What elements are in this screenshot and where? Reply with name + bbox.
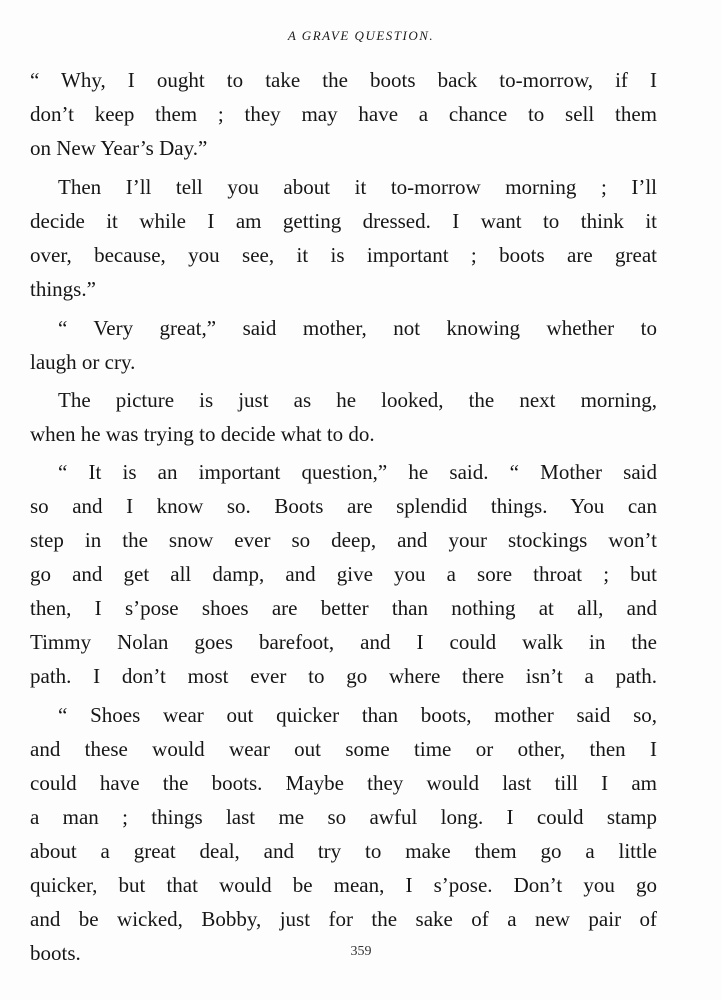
text-line: and be wicked, Bobby, just for the sake of a new pair of [30, 907, 657, 931]
running-head: A GRAVE QUESTION. [287, 28, 435, 43]
text-line: a man ; things last me so awful long. I could stamp [30, 805, 657, 829]
text-line: on New Year’s Day.” [30, 136, 208, 160]
text-line: could have the boots. Maybe they would last till I am [30, 771, 657, 795]
text-line: Then I’ll tell you about it to-morrow morning ; I’ll [58, 175, 657, 199]
text-line: about a great deal, and try to make them go a little [30, 839, 657, 863]
text-line: “ Very great,” said mother, not knowing whether to [58, 316, 657, 340]
text-line: step in the snow ever so deep, and your stockings won’t [30, 528, 657, 552]
text-line: things.” [30, 277, 96, 301]
text-line: quicker, but that would be mean, I s’pose. Don’t you go [30, 873, 657, 897]
page-number: 359 [350, 944, 372, 959]
text-line: then, I s’pose shoes are better than nothing at all, and [30, 596, 657, 620]
text-line: path. I don’t most ever to go where there isn’t a path. [30, 664, 657, 688]
text-line: and these would wear out some time or other, then I [30, 737, 657, 761]
text-line: “ It is an important question,” he said. “ Mother said [58, 460, 657, 484]
text-line: when he was trying to decide what to do. [30, 422, 375, 446]
text-line: laugh or cry. [30, 350, 136, 374]
text-line: “ Why, I ought to take the boots back to-morrow, if I [30, 68, 657, 92]
text-line: Timmy Nolan goes barefoot, and I could walk in the [30, 630, 657, 654]
text-line: decide it while I am getting dressed. I want to think it [30, 209, 657, 233]
text-line: The picture is just as he looked, the next morning, [58, 388, 657, 412]
text-line: don’t keep them ; they may have a chance to sell them [30, 102, 657, 126]
text-line: “ Shoes wear out quicker than boots, mother said so, [58, 703, 657, 727]
text-line: boots. [30, 941, 81, 965]
text-line: over, because, you see, it is important ; boots are great [30, 243, 657, 267]
text-line: so and I know so. Boots are splendid things. You can [30, 494, 657, 518]
text-line: go and get all damp, and give you a sore throat ; but [30, 562, 657, 586]
